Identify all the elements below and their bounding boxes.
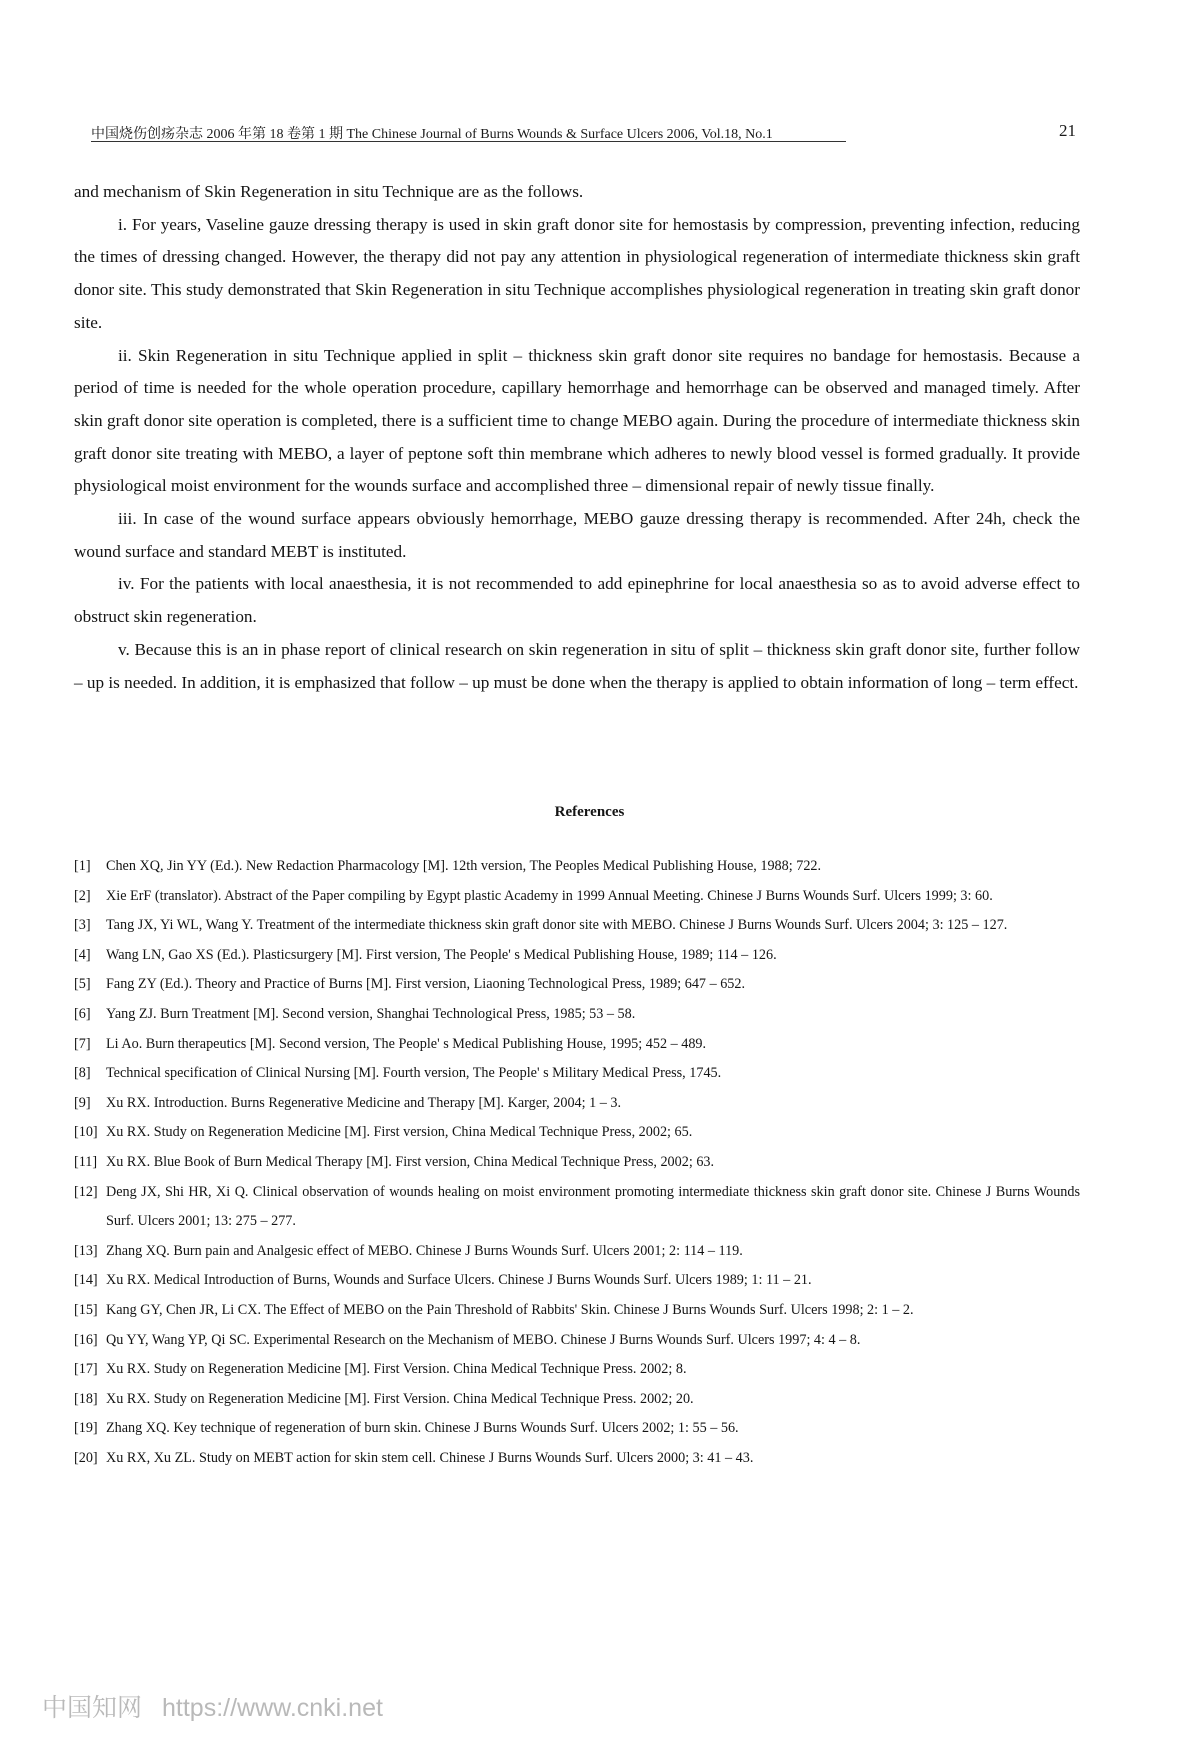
- reference-item: [74, 1444, 1080, 1474]
- reference-item: [74, 941, 1080, 971]
- reference-item: [74, 1178, 1080, 1237]
- reference-number: [15]: [74, 1301, 98, 1318]
- reference-item: [74, 1414, 1080, 1444]
- reference-text: Xu RX, Xu ZL. Study on MEBT action for skin stem cell. Chinese J Burns Wounds Surf. Ulcers 2000; 3: 41 – 43.: [106, 1449, 754, 1466]
- reference-text: Chen XQ, Jin YY (Ed.). New Redaction Pharmacology [M]. 12th version, The Peoples Medical Publishing House, 1988; 722.: [106, 858, 822, 874]
- reference-text: Yang ZJ. Burn Treatment [M]. Second version, Shanghai Technological Press, 1985; 53 – 58.: [106, 1005, 636, 1022]
- reference-text: Qu YY, Wang YP, Qi SC. Experimental Research on the Mechanism of MEBO. Chinese J Burns Wounds Surf. Ulcers 1997; 4: 4 – 8.: [106, 1331, 861, 1348]
- reference-text: Xie ErF (translator). Abstract of the Paper compiling by Egypt plastic Academy in 1999 Annual Meeting. Chinese J Burns Wounds Surf. Ulcers 1999; 3: 60.: [106, 887, 993, 904]
- body-text: [74, 176, 1080, 699]
- reference-text: Xu RX. Blue Book of Burn Medical Therapy [M]. First version, China Medical Technique Press, 2002; 63.: [106, 1153, 715, 1170]
- page-number: 21: [1059, 121, 1076, 140]
- reference-number: [5]: [74, 976, 91, 993]
- reference-text: Xu RX. Introduction. Burns Regenerative Medicine and Therapy [M]. Karger, 2004; 1 – 3.: [106, 1094, 622, 1111]
- reference-text: Xu RX. Study on Regeneration Medicine [M]. First version, China Medical Technique Press, 2002; 65.: [106, 1124, 693, 1141]
- reference-text: Tang JX, Yi WL, Wang Y. Treatment of the intermediate thickness skin graft donor site with MEBO. Chinese J Burns Wounds Surf. Ulcers 2004; 3: 125 – 127.: [106, 917, 1008, 934]
- reference-number: [17]: [74, 1361, 98, 1378]
- reference-item: [74, 1000, 1080, 1030]
- reference-item: [74, 882, 1080, 912]
- reference-item: [74, 1326, 1080, 1356]
- paragraph-item-i: i. For years, Vaseline gauze dressing therapy is used in skin graft donor site for hemostasis by compression, preventing infection, reducing the times of dressing changed. However, the therapy did not pay any attention in physiological regeneration of intermediate thickness skin graft donor site. This study demonstrated that Skin Regeneration in situ Technique accomplishes physiological regeneration in treating skin graft donor site.: [74, 214, 1080, 332]
- reference-item: [74, 911, 1080, 941]
- reference-number: [16]: [74, 1331, 98, 1348]
- references-heading: References: [554, 804, 625, 820]
- reference-number: [20]: [74, 1449, 98, 1466]
- reference-number: [10]: [74, 1124, 98, 1141]
- header-underline: [91, 141, 846, 142]
- reference-text: Wang LN, Gao XS (Ed.). Plasticsurgery [M]. First version, The People' s Medical Publishing House, 1989; 114 – 126.: [106, 946, 777, 963]
- reference-number: [14]: [74, 1272, 98, 1289]
- reference-number: [13]: [74, 1242, 98, 1259]
- reference-text: Fang ZY (Ed.). Theory and Practice of Burns [M]. First version, Liaoning Technological Press, 1989; 647 – 652.: [106, 976, 746, 993]
- reference-text: Kang GY, Chen JR, Li CX. The Effect of MEBO on the Pain Threshold of Rabbits' Skin. Chinese J Burns Wounds Surf. Ulcers 1998; 2: 1 – 2.: [106, 1301, 914, 1318]
- reference-item: [74, 1118, 1080, 1148]
- reference-text: Xu RX. Medical Introduction of Burns, Wounds and Surface Ulcers. Chinese J Burns Wounds Surf. Ulcers 1989; 1: 11 – 21.: [106, 1272, 812, 1289]
- reference-number: [7]: [74, 1035, 91, 1052]
- running-header: 中国烧伤创疡杂志 2006 年第 18 卷第 1 期 The Chinese Journal of Burns Wounds & Surface Ulcers 2006, Vol.18, No.1: [91, 127, 773, 142]
- watermark-brand: 中国知网: [42, 1694, 143, 1722]
- reference-number: [6]: [74, 1005, 91, 1022]
- reference-text: Zhang XQ. Burn pain and Analgesic effect of MEBO. Chinese J Burns Wounds Surf. Ulcers 2001; 2: 114 – 119.: [106, 1242, 743, 1259]
- watermark-url: https://www.cnki.net: [162, 1694, 383, 1722]
- paragraph-item-ii: ii. Skin Regeneration in situ Technique applied in split – thickness skin graft donor site requires no bandage for hemostasis. Because a period of time is needed for the whole operation procedure, capillary hemorrhage and hemorrhage can be observed and managed timely. After skin graft donor site operation is completed, there is a sufficient time to change MEBO again. During the procedure of intermediate thickness skin graft donor site treating with MEBO, a layer of peptone soft thin membrane which adheres to newly blood vessel is formed gradually. It provide physiological moist environment for the wounds surface and accomplished three – dimensional repair of newly tissue finally.: [74, 345, 1080, 496]
- reference-item: [74, 852, 1080, 882]
- reference-text: Zhang XQ. Key technique of regeneration of burn skin. Chinese J Burns Wounds Surf. Ulcers 2002; 1: 55 – 56.: [106, 1420, 739, 1437]
- reference-item: [74, 1296, 1080, 1326]
- reference-number: [18]: [74, 1390, 98, 1407]
- reference-item: [74, 1385, 1080, 1415]
- reference-item: [74, 1059, 1080, 1089]
- reference-number: [11]: [74, 1153, 98, 1170]
- reference-item: [74, 1030, 1080, 1060]
- reference-text: Xu RX. Study on Regeneration Medicine [M]. First Version. China Medical Technique Press. 2002; 8.: [106, 1361, 687, 1378]
- reference-item: [74, 970, 1080, 1000]
- paragraph-item-v: v. Because this is an in phase report of clinical research on skin regeneration in situ of split – thickness skin graft donor site, further follow – up is needed. In addition, it is emphasized that follow – up must be done when the therapy is applied to obtain information of long – term effect.: [74, 639, 1080, 692]
- reference-text: Xu RX. Study on Regeneration Medicine [M]. First Version. China Medical Technique Press. 2002; 20.: [106, 1390, 694, 1407]
- reference-number: [2]: [74, 887, 91, 904]
- paragraph-item-iii: iii. In case of the wound surface appears obviously hemorrhage, MEBO gauze dressing therapy is recommended. After 24h, check the wound surface and standard MEBT is instituted.: [74, 509, 1080, 561]
- reference-number: [12]: [74, 1183, 98, 1200]
- reference-text: Deng JX, Shi HR, Xi Q. Clinical observation of wounds healing on moist environment promoting intermediate thickness skin graft donor site. Chinese J Burns Wounds Surf. Ulcers 2001; 13: 275 – 277.: [106, 1183, 1080, 1230]
- cnki-watermark: [42, 1688, 383, 1724]
- reference-number: [8]: [74, 1065, 91, 1082]
- reference-item: [74, 1089, 1080, 1119]
- references-list: [74, 852, 1080, 1473]
- reference-text: Li Ao. Burn therapeutics [M]. Second version, The People' s Medical Publishing House, 1995; 452 – 489.: [106, 1035, 707, 1052]
- reference-item: [74, 1266, 1080, 1296]
- reference-number: [4]: [74, 946, 91, 963]
- intro-paragraph: and mechanism of Skin Regeneration in situ Technique are as the follows.: [74, 182, 584, 201]
- reference-number: [19]: [74, 1420, 98, 1437]
- reference-item: [74, 1148, 1080, 1178]
- reference-number: [9]: [74, 1094, 91, 1111]
- page-header: [91, 121, 1076, 143]
- reference-number: [3]: [74, 917, 91, 934]
- reference-item: [74, 1237, 1080, 1267]
- reference-item: [74, 1355, 1080, 1385]
- paragraph-item-iv: iv. For the patients with local anaesthesia, it is not recommended to add epinephrine for local anaesthesia so as to avoid adverse effect to obstruct skin regeneration.: [74, 574, 1080, 627]
- reference-number: [1]: [74, 858, 91, 874]
- reference-text: Technical specification of Clinical Nursing [M]. Fourth version, The People' s Military Medical Press, 1745.: [106, 1065, 722, 1082]
